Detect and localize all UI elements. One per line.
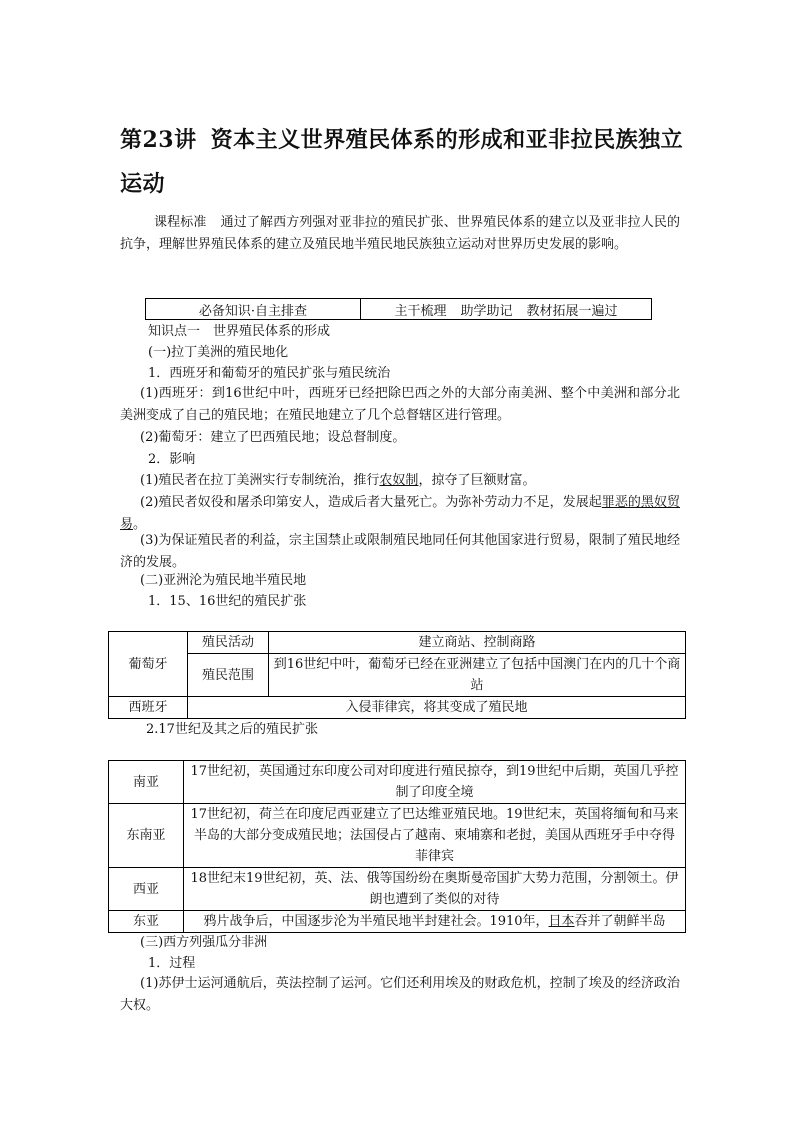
course-standard-label: 课程标准 xyxy=(154,215,207,230)
banner-item: 教材拓展一遍过 xyxy=(526,303,618,319)
paragraph-text: ，掠夺了巨额财富。 xyxy=(418,473,536,488)
paragraph: (1)苏伊士运河通航后，英法控制了运河。它们还利用埃及的财政危机，控制了埃及的经济政治大权。 xyxy=(120,976,680,1013)
section-banner xyxy=(145,298,652,320)
cell-text: 鸦片战争后，中国逐步沦为半殖民地半封建社会。1910年， xyxy=(203,914,549,929)
table-cell: 殖民活动 xyxy=(188,632,269,654)
course-standard-text: 通过了解西方列强对亚非拉的殖民扩张、世界殖民体系的建立以及亚非拉人民的抗争，理解世界殖民体系的建立及殖民地半殖民地民族独立运动对世界历史发展的影响。 xyxy=(120,215,680,252)
table-cell: 入侵菲律宾，将其变成了殖民地 xyxy=(188,697,686,719)
banner-left: 必备知识·自主排查 xyxy=(146,299,361,319)
table-cell: 西亚 xyxy=(109,868,184,911)
colonial-expansion-table-1 xyxy=(108,631,686,719)
page-title xyxy=(120,118,690,206)
table-cell: 东亚 xyxy=(109,911,184,933)
table-cell: 建立商站、控制商路 xyxy=(269,632,686,654)
table-cell: 葡萄牙 xyxy=(109,632,188,697)
underlined-term: 农奴制 xyxy=(379,473,419,488)
subsection-heading: 1．15、16世纪的殖民扩张 xyxy=(148,594,307,609)
course-standard xyxy=(120,212,680,256)
table-cell: 南亚 xyxy=(109,761,184,804)
section-heading: (二)亚洲沦为殖民地半殖民地 xyxy=(140,573,307,588)
banner-item: 主干梳理 xyxy=(394,303,447,319)
table-cell: 18世纪末19世纪初，英、法、俄等国纷纷在奥斯曼帝国扩大势力范围，分割领土。伊朗也遭到了类似的对待 xyxy=(184,868,686,911)
table-cell: 17世纪初，荷兰在印度尼西亚建立了巴达维亚殖民地。19世纪末，英国将缅甸和马来半岛的大部分变成殖民地；法国侵占了越南、柬埔寨和老挝，美国从西班牙手中夺得菲律宾 xyxy=(184,804,686,868)
table-cell: 西班牙 xyxy=(109,697,188,719)
paragraph-text: 。 xyxy=(133,517,147,532)
underlined-term: 日本 xyxy=(548,914,575,929)
underlined-term: 罪恶的黑奴贸易 xyxy=(120,495,680,532)
table-cell: 东南亚 xyxy=(109,804,184,868)
paragraph: (2)葡萄牙：建立了巴西殖民地；设总督制度。 xyxy=(140,430,406,445)
cell-text: 吞并了朝鲜半岛 xyxy=(574,914,666,929)
table-cell xyxy=(184,911,686,933)
table-cell: 17世纪初，英国通过东印度公司对印度进行殖民掠夺，到19世纪中后期，英国几乎控制了印度全境 xyxy=(184,761,686,804)
paragraph xyxy=(120,470,680,492)
subsection-heading: 2．影响 xyxy=(148,452,196,467)
banner-item: 助学助记 xyxy=(460,303,513,319)
table-cell: 到16世纪中叶，葡萄牙已经在亚洲建立了包括中国澳门在内的几十个商站 xyxy=(269,654,686,697)
knowledge-point-heading: 知识点一 世界殖民体系的形成 xyxy=(148,324,331,339)
section-heading: (三)西方列强瓜分非洲 xyxy=(140,935,268,950)
section-heading: (一)拉丁美洲的殖民地化 xyxy=(148,345,289,360)
paragraph: (3)为保证殖民者的利益，宗主国禁止或限制殖民地同任何其他国家进行贸易，限制了殖民地经济的发展。 xyxy=(120,533,680,570)
subsection-heading: 2.17世纪及其之后的殖民扩张 xyxy=(146,722,318,737)
paragraph-text: (2)殖民者奴役和屠杀印第安人，造成后者大量死亡。为弥补劳动力不足，发展起 xyxy=(140,495,602,510)
banner-right xyxy=(361,299,651,319)
lecture-number: 第23讲 xyxy=(120,127,197,153)
paragraph: (1)西班牙：到16世纪中叶，西班牙已经把除巴西之外的大部分南美洲、整个中美洲和部分北美洲变成了自己的殖民地；在殖民地建立了几个总督辖区进行管理。 xyxy=(120,386,680,423)
paragraph-text: (1)殖民者在拉丁美洲实行专制统治，推行 xyxy=(140,473,380,488)
subsection-heading: 1．西班牙和葡萄牙的殖民扩张与殖民统治 xyxy=(148,366,391,381)
colonial-expansion-table-2 xyxy=(108,760,686,933)
table-cell: 殖民范围 xyxy=(188,654,269,697)
lecture-title: 资本主义世界殖民体系的形成和亚非拉民族独立运动 xyxy=(120,127,684,197)
subsection-heading: 1．过程 xyxy=(148,956,196,971)
